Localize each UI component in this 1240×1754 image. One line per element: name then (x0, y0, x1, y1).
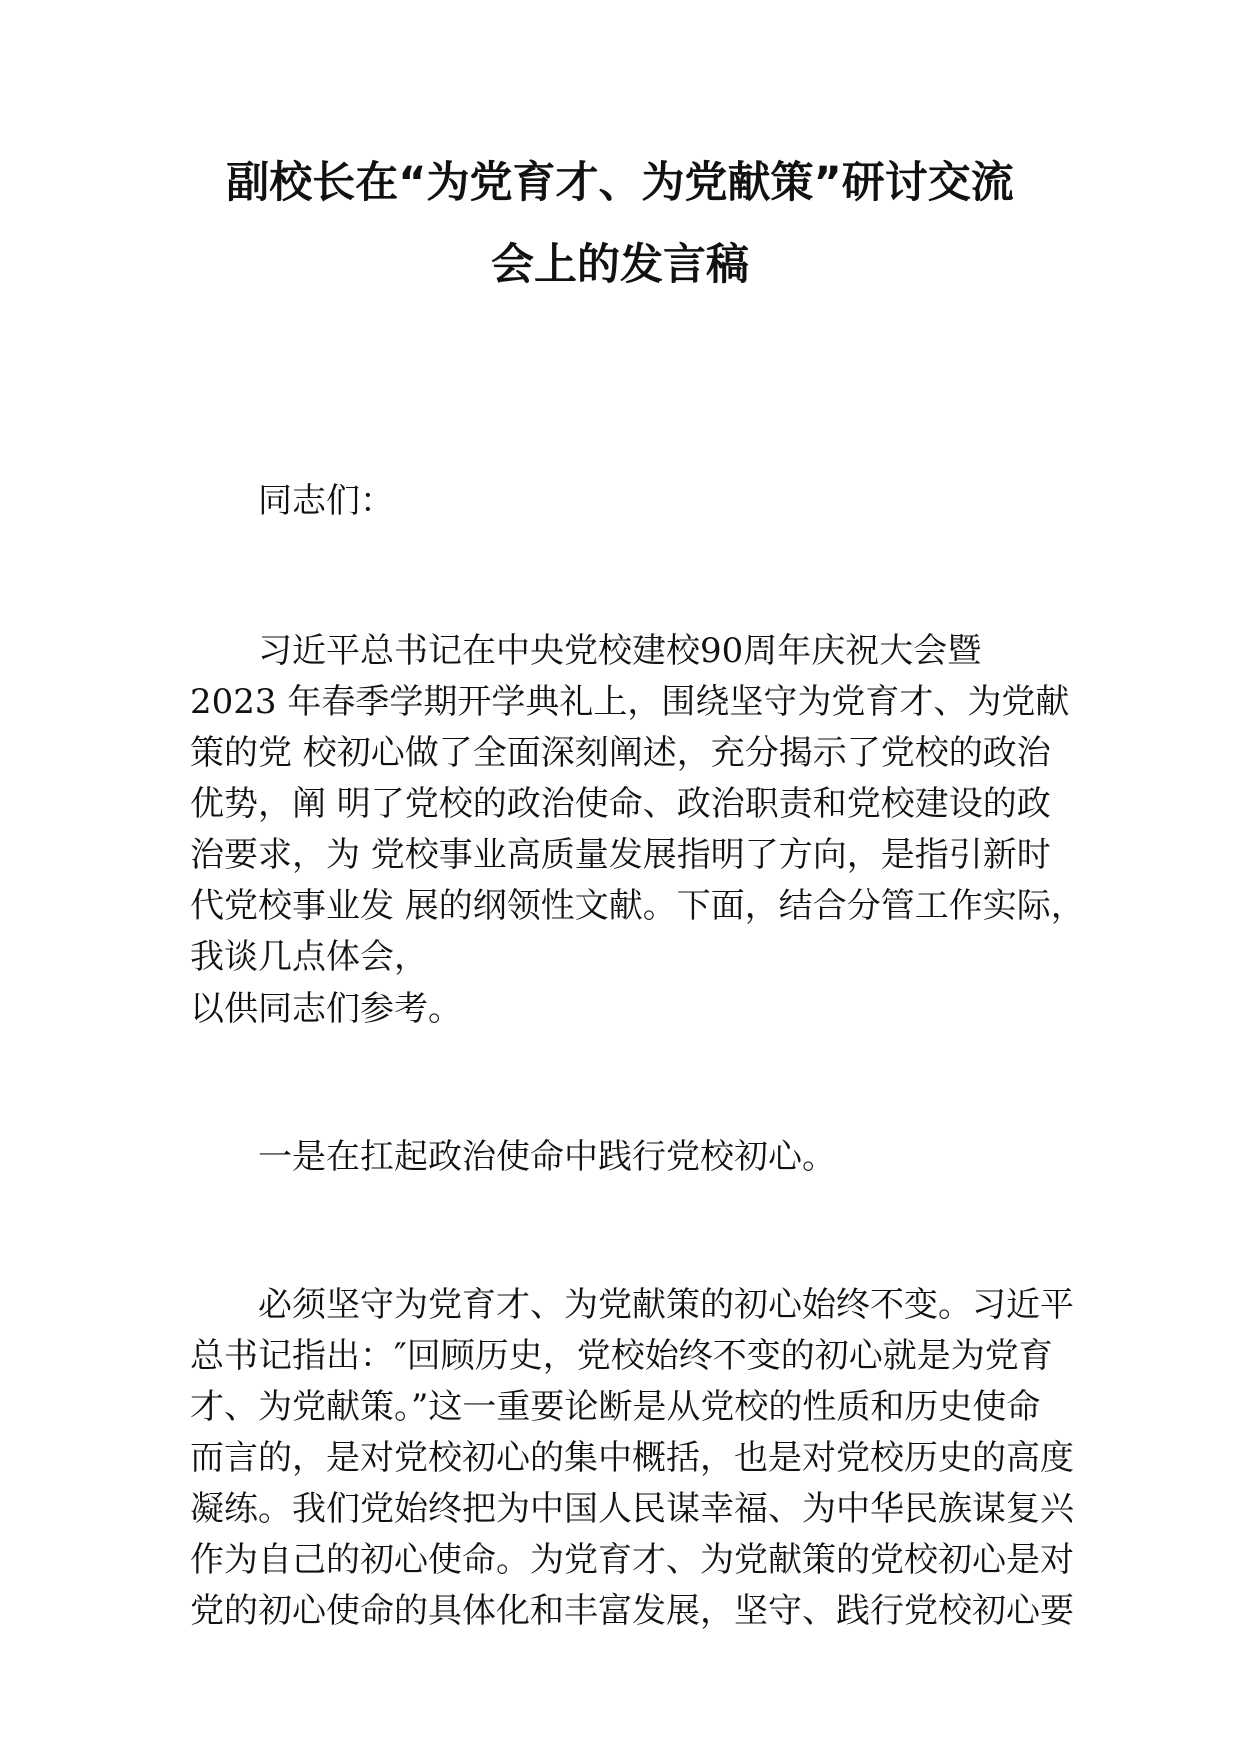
paragraph-2-line: 凝练。我们党始终把为中国人民谋幸福、为中华民族谋复兴 (190, 1489, 1074, 1529)
paragraph-1-line: 策的党 校初心做了全面深刻阐述，充分揭示了党校的政治 (190, 733, 1051, 773)
title-line-1: 副校长在“为党育才、为党献策”研讨交流 (226, 158, 1014, 208)
section-heading-1 (190, 1132, 1060, 1183)
salutation (190, 476, 1060, 527)
section-heading-1-text: 一是在扛起政治使命中践行党校初心。 (190, 1137, 836, 1177)
paragraph-1-line: 优势，阐 明了党校的政治使命、政治职责和党校建设的政 (190, 784, 1051, 824)
paragraph-2-line: 而言的，是对党校初心的集中概括，也是对党校历史的高度 (190, 1438, 1074, 1478)
title-line-2: 会上的发言稿 (491, 240, 749, 290)
paragraph-2-line: 才、为党献策。”这一重要论断是从党校的性质和历史使命 (190, 1387, 1041, 1427)
paragraph-1-line: 治要求，为 党校事业高质量发展指明了方向，是指引新时 (190, 835, 1051, 875)
paragraph-2-line: 作为自己的初心使命。为党育才、为党献策的党校初心是对 (190, 1540, 1074, 1580)
paragraph-1 (190, 626, 1085, 983)
paragraph-2-line: 党的初心使命的具体化和丰富发展，坚守、践行党校初心要 (190, 1591, 1074, 1631)
paragraph-2-line: 总书记指出：″回顾历史，党校始终不变的初心就是为党育 (190, 1336, 1053, 1376)
paragraph-1-tail-text: 以供同志们参考。 (190, 989, 462, 1029)
paragraph-1-line: 2023 年春季学期开学典礼上，围绕坚守为党育才、为党献 (190, 682, 1070, 722)
salutation-text: 同志们： (258, 481, 394, 521)
paragraph-1-line: 习近平总书记在中央党校建校90周年庆祝大会暨 (190, 631, 982, 671)
paragraph-2-line: 必须坚守为党育才、为党献策的初心始终不变。习近平 (190, 1285, 1074, 1325)
paragraph-1-line: 代党校事业发 展的纲领性文献。下面，结合分管工作实际， (190, 886, 1085, 926)
paragraph-1-tail (190, 984, 1060, 1035)
paragraph-1-line: 我谈几点体会， (190, 937, 428, 977)
document-title (190, 142, 1050, 306)
paragraph-2 (190, 1280, 1074, 1637)
